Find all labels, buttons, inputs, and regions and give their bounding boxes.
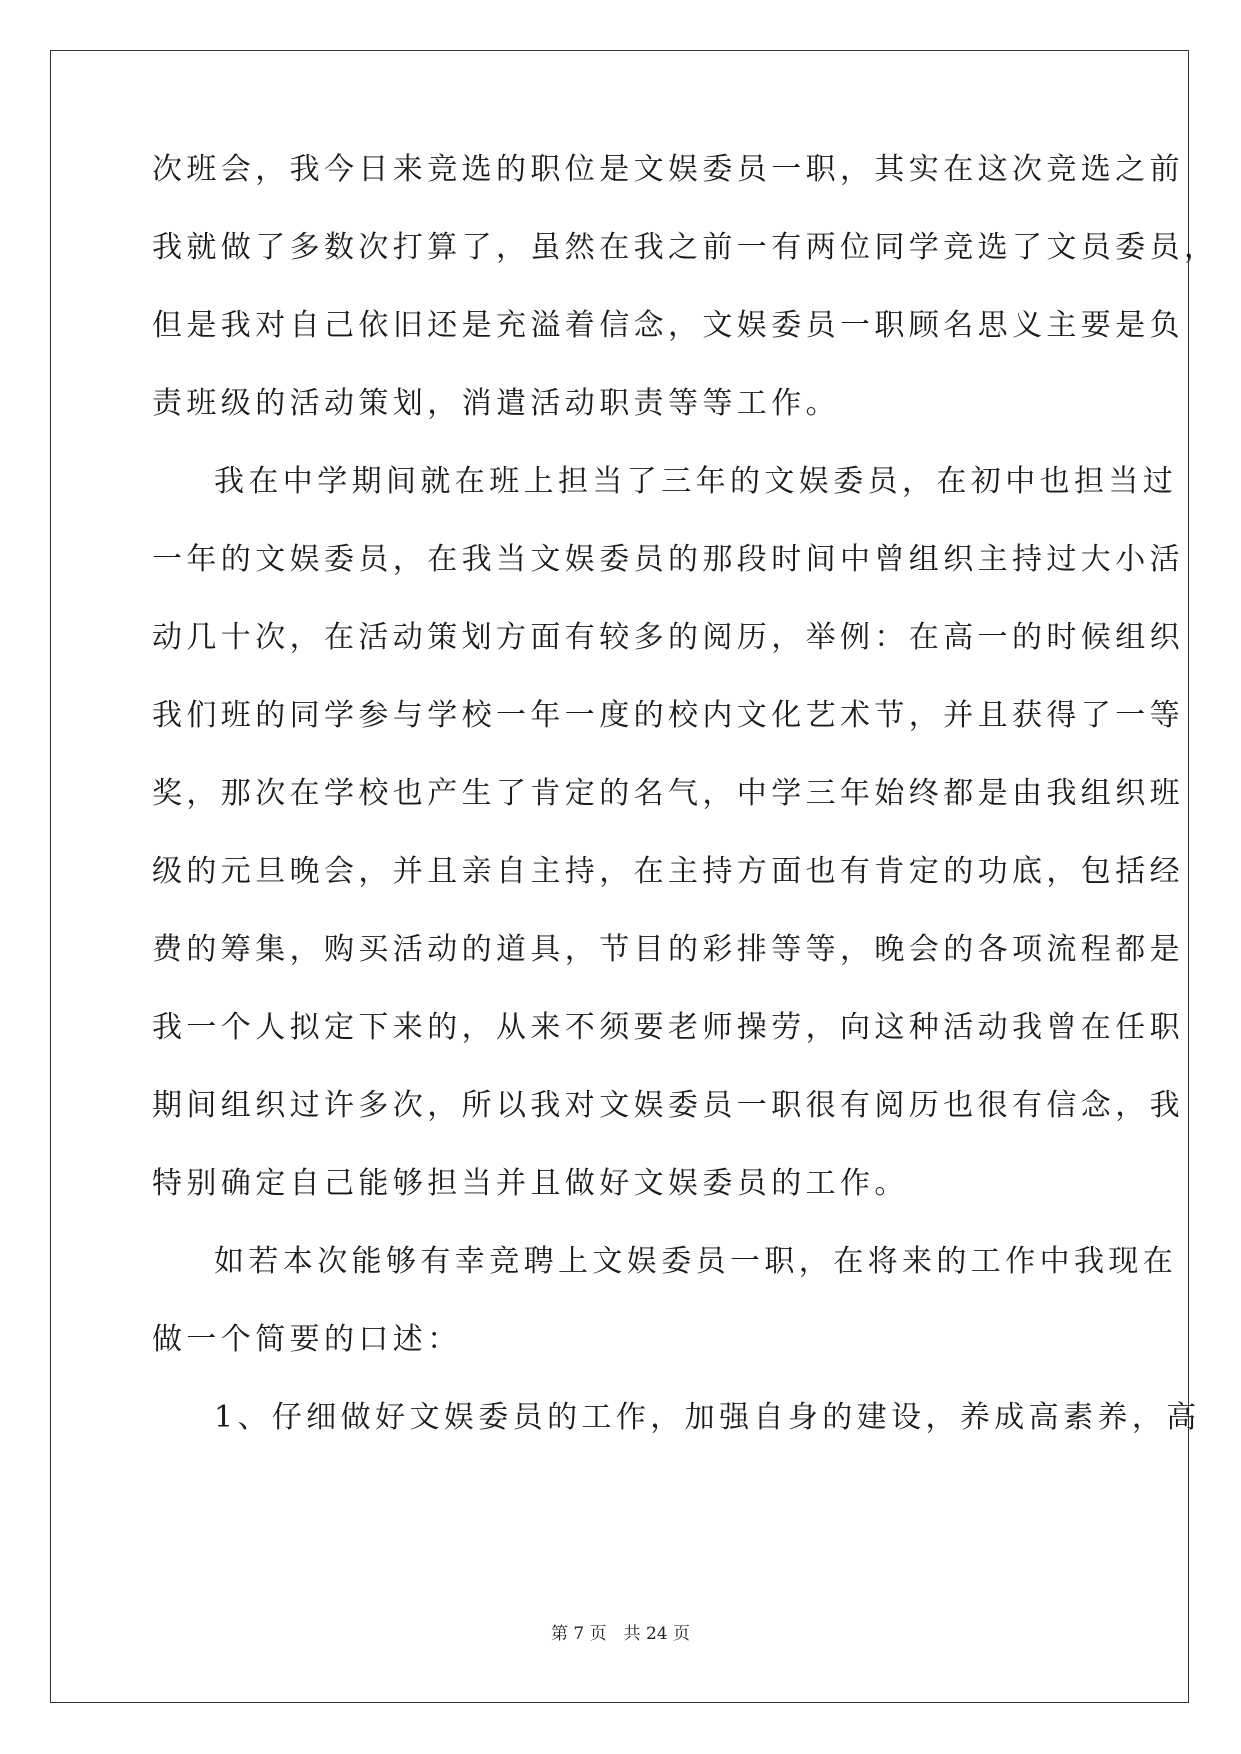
text-line: 我们班的同学参与学校一年一度的校内文化艺术节，并且获得了一等 (152, 698, 1184, 733)
text-line: 但是我对自己依旧还是充溢着信念，文娱委员一职顾名思义主要是负 (152, 308, 1184, 343)
text-line: 一年的文娱委员，在我当文娱委员的那段时间中曾组织主持过大小活 (152, 542, 1184, 577)
text-line: 我就做了多数次打算了，虽然在我之前一有两位同学竞选了文员委员， (152, 230, 1219, 265)
text-line: 做一个简要的口述： (152, 1322, 462, 1357)
text-line: 级的元旦晚会，并且亲自主持，在主持方面也有肯定的功底，包括经 (152, 854, 1184, 889)
text-line: 费的筹集，购买活动的道具，节目的彩排等等，晚会的各项流程都是 (152, 932, 1184, 967)
text-line: 期间组织过许多次，所以我对文娱委员一职很有阅历也很有信念，我 (152, 1088, 1184, 1123)
text-line: 我在中学期间就在班上担当了三年的文娱委员，在初中也担当过 (214, 464, 1178, 499)
text-line: 责班级的活动策划，消遣活动职责等等工作。 (152, 386, 840, 421)
page-footer (0, 1622, 1241, 1646)
text-line: 我一个人拟定下来的，从来不须要老师操劳，向这种活动我曾在任职 (152, 1010, 1184, 1045)
text-line: 特别确定自己能够担当并且做好文娱委员的工作。 (152, 1166, 909, 1201)
text-line: 如若本次能够有幸竞聘上文娱委员一职，在将来的工作中我现在 (214, 1244, 1178, 1279)
page-number-label: 第 7 页 共 24 页 (550, 1624, 691, 1644)
text-line: 1、仔细做好文娱委员的工作，加强自身的建设，养成高素养，高 (214, 1400, 1201, 1435)
text-line: 奖，那次在学校也产生了肯定的名气，中学三年始终都是由我组织班 (152, 776, 1184, 811)
text-line: 动几十次，在活动策划方面有较多的阅历，举例：在高一的时候组织 (152, 620, 1184, 655)
text-line: 次班会，我今日来竞选的职位是文娱委员一职，其实在这次竞选之前 (152, 152, 1184, 187)
